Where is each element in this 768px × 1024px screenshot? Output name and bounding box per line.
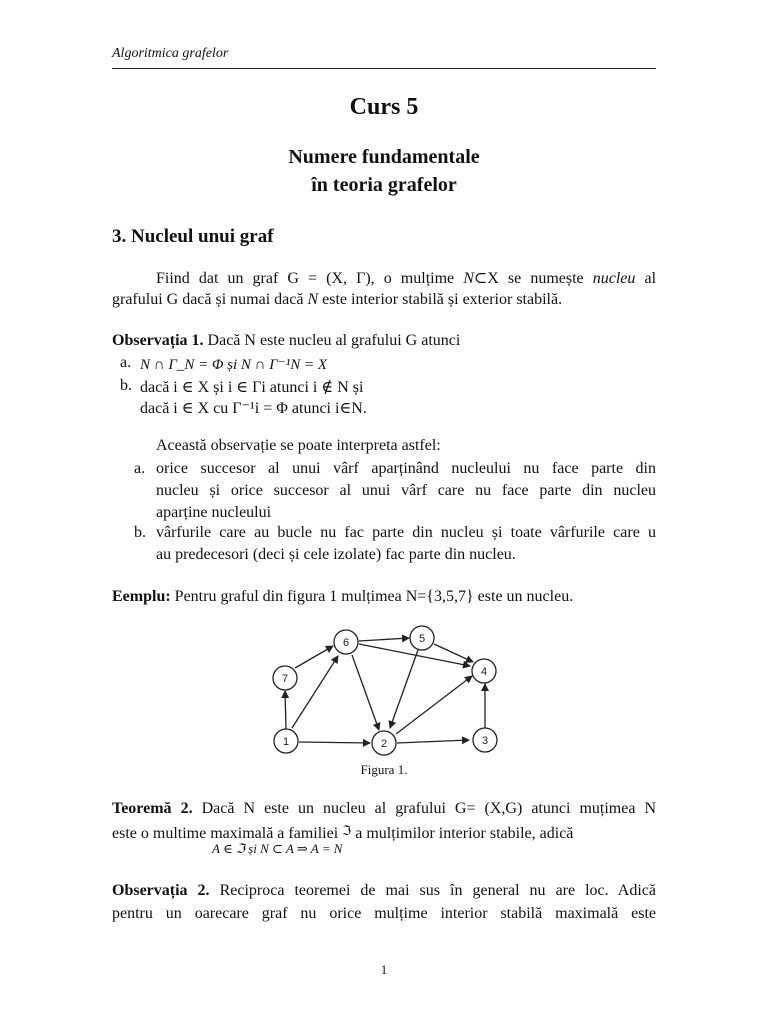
interpretation-intro: Această observație se poate interpreta astfel: xyxy=(156,437,441,454)
node-label-2: 2 xyxy=(380,738,388,750)
graph-svg xyxy=(270,622,510,756)
interp-a-line-1: orice succesor al unui vârf aparținând nucleului nu face parte din xyxy=(156,460,656,477)
example-paragraph: Eemplu: Pentru graful din figura 1 mulțimea N={3,5,7} este un nucleu. xyxy=(112,588,574,605)
edge-2-4 xyxy=(396,676,472,734)
edge-1-7 xyxy=(285,691,286,729)
edge-2-3 xyxy=(397,740,469,743)
interp-a-marker: a. xyxy=(134,460,146,477)
node-label-7: 7 xyxy=(281,673,289,685)
theorem-2-formula: A ∈ ℑ și N ⊂ A ⇒ A = N xyxy=(212,841,343,856)
obs1-item-b-marker: b. xyxy=(120,377,132,394)
edge-5-2 xyxy=(390,650,418,728)
obs1-formula-b1: dacă i ∈ X și i ∈ Γi atunci i ∉ N și xyxy=(140,379,364,396)
edge-6-5 xyxy=(359,638,409,641)
node-label-6: 6 xyxy=(342,637,350,649)
node-label-5: 5 xyxy=(418,633,426,645)
edge-5-4 xyxy=(434,644,473,662)
interp-a-line-3: aparține nucleului xyxy=(156,504,272,521)
interp-b-line-2: au predecesori (deci și cele izolate) fac parte din nucleu. xyxy=(156,546,516,563)
page-title: Curs 5 xyxy=(349,94,419,120)
node-label-3: 3 xyxy=(481,735,489,747)
node-label-1: 1 xyxy=(282,736,290,748)
observation-2-line-1: Observația 2. Reciproca teoremei de mai sus în general nu are loc. Adică xyxy=(112,882,656,899)
observation-2-line-2: pentru un oarecare graf nu orice mulțime interior stabilă maximală este xyxy=(112,905,656,922)
running-header: Algoritmica grafelor xyxy=(112,46,229,61)
figure-caption: Figura 1. xyxy=(360,762,408,777)
subtitle-line-1: Numere fundamentale xyxy=(288,146,480,168)
graph-figure xyxy=(270,622,510,761)
edge-7-6 xyxy=(295,646,333,668)
node-label-4: 4 xyxy=(480,666,488,678)
definition-line-2: grafului G dacă și numai dacă N este interior stabilă și exterior stabilă. xyxy=(112,291,563,308)
edge-1-2 xyxy=(299,742,370,743)
subtitle-line-2: în teoria grafelor xyxy=(311,174,457,196)
page-number: 1 xyxy=(380,962,388,977)
obs1-formula-b2: dacă i ∈ X cu Γ⁻¹i = Φ atunci i∈N. xyxy=(140,400,367,417)
definition-line-1: Fiind dat un graf G = (X, Γ), o mulțime N⊂X se numește nucleu al xyxy=(156,270,657,287)
edge-1-6 xyxy=(292,656,338,728)
header-rule xyxy=(112,68,656,69)
theorem-2-line-1: Teoremă 2. Dacă N este un nucleu al grafului G= (X,G) atunci muțimea N xyxy=(112,800,657,817)
obs1-formula-a: N ∩ Γ_N = Φ și N ∩ Γ⁻¹N = X xyxy=(140,357,327,373)
theorem-2-line-2: este o multime maximală a familiei ℑ a mulțimilor interior stabile, adică xyxy=(112,823,574,842)
interp-a-line-2: nucleu și orice succesor al unui vârf care nu face parte din nucleu xyxy=(156,482,656,499)
edge-6-2 xyxy=(352,655,379,730)
obs1-item-a-marker: a. xyxy=(120,354,132,371)
observation-1: Observația 1. Dacă N este nucleu al grafului G atunci xyxy=(112,332,461,349)
section-heading: 3. Nucleul unui graf xyxy=(112,226,274,247)
interp-b-marker: b. xyxy=(134,524,146,541)
interp-b-line-1: vârfurile care au bucle nu fac parte din nucleu și toate vârfurile care u xyxy=(156,524,656,541)
